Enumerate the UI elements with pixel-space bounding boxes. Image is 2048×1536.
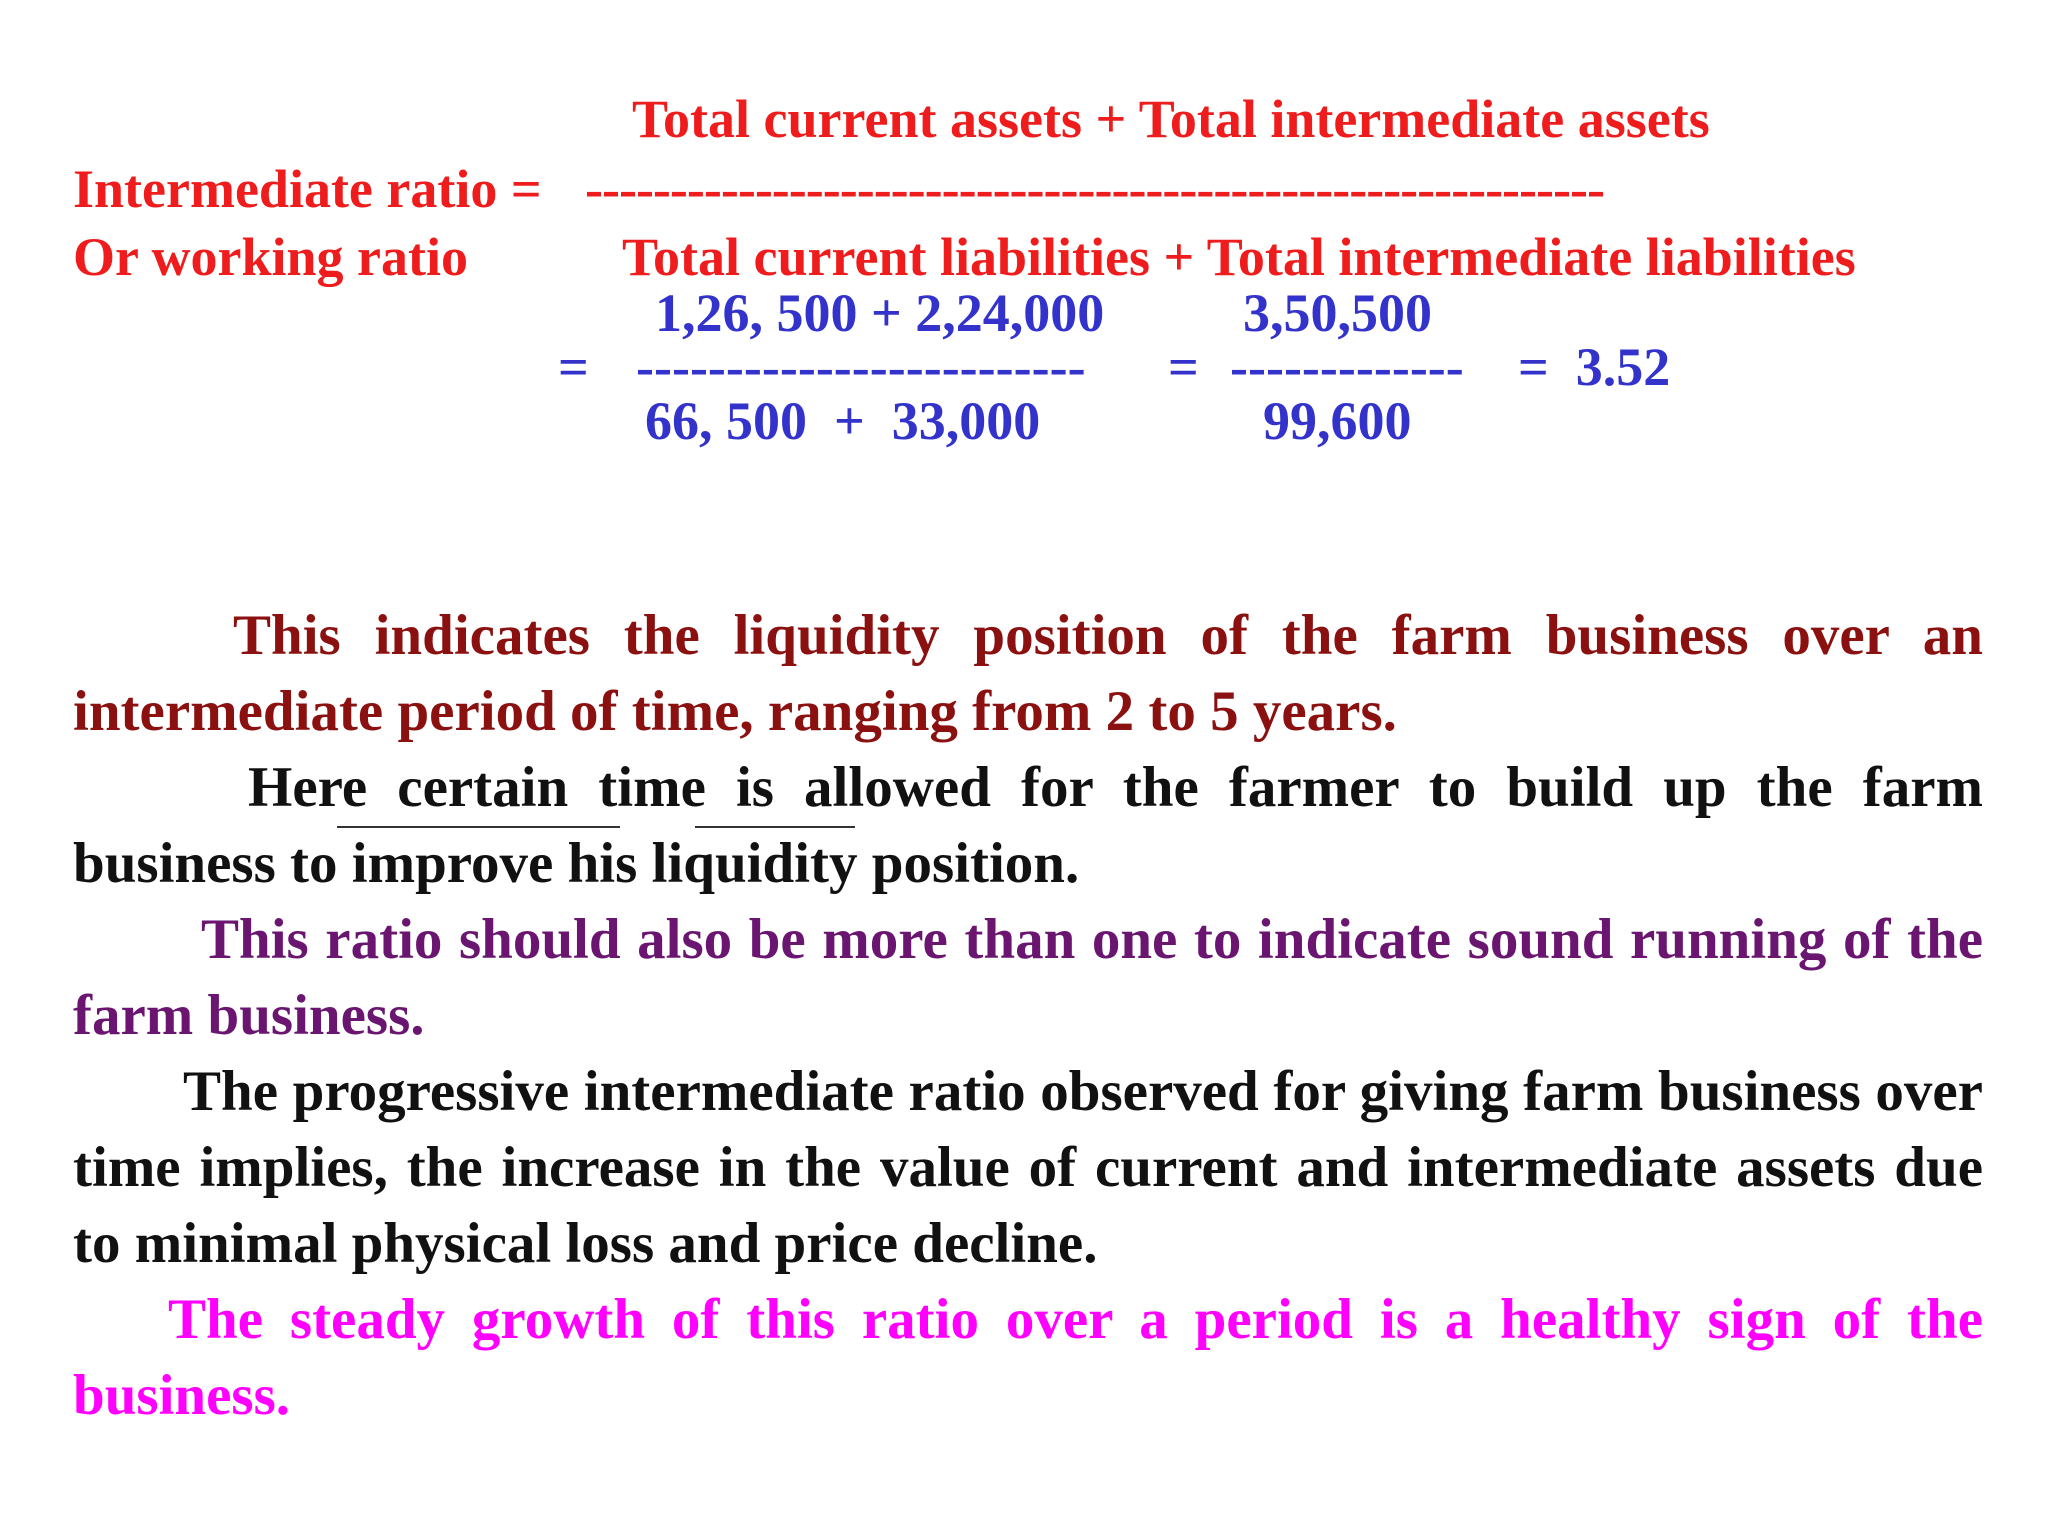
paragraph-liquidity: This indicates the liquidity position of the farm business over an intermediate period of time, ranging from 2 to 5 years.: [73, 604, 1983, 743]
formula-lhs: Intermediate ratio =: [73, 159, 542, 219]
paragraph-progressive-ratio: The progressive intermediate ratio observed for giving farm business over time implies, the increase in the value of current and intermediate assets due to minimal physical loss and price decline.: [73, 1060, 1983, 1275]
calc-denominator-terms: 66, 500 + 33,000: [645, 391, 1041, 451]
underline-mark-1: [337, 826, 620, 828]
calc-equals-2: =: [1168, 337, 1199, 397]
calc-numerator-terms: 1,26, 500 + 2,24,000: [655, 283, 1105, 343]
paragraph-more-than-one: This ratio should also be more than one to indicate sound running of the farm business.: [73, 908, 1983, 1047]
calc-numerator-total: 3,50,500: [1243, 283, 1432, 343]
formula-denominator: Total current liabilities + Total intermediate liabilities: [622, 227, 1856, 287]
formula-alt-label: Or working ratio: [73, 227, 468, 287]
calc-equals-1: =: [558, 337, 589, 397]
paragraph-steady-growth: The steady growth of this ratio over a period is a healthy sign of the business.: [73, 1288, 1983, 1427]
formula-fraction-bar: ------------------------------------------------------------: [585, 159, 1604, 219]
calc-result: = 3.52: [1518, 337, 1671, 397]
formula-numerator: Total current assets + Total intermediate assets: [632, 89, 1710, 149]
paragraph-time-allowed: Here certain time is allowed for the farmer to build up the farm business to improve his liquidity position.: [73, 756, 1983, 895]
underline-mark-2: [695, 826, 855, 828]
calc-denominator-total: 99,600: [1263, 391, 1412, 451]
calc-fraction-bar-1: -------------------------: [636, 337, 1086, 397]
calc-fraction-bar-2: -------------: [1230, 337, 1464, 397]
